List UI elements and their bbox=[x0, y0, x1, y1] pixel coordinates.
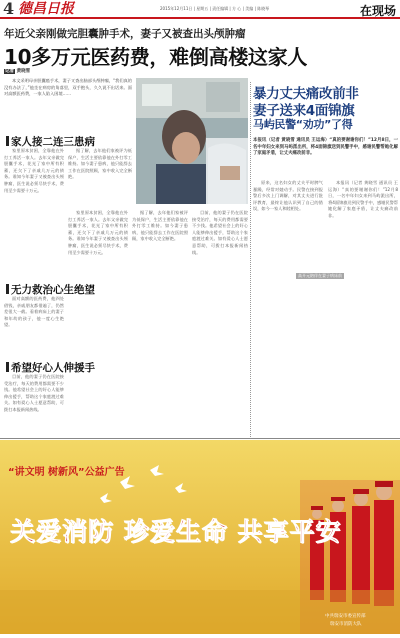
article-headline: 10多万元医药费，难倒高楼这家人 bbox=[4, 45, 308, 69]
ad-badge: “讲文明 树新风”公益广告 bbox=[8, 467, 125, 478]
article-body-col3: 据了解，去年他们家被评为低保户，生活主要依靠他在外打零工维持。如今妻子患病，他只能辞去工作在医院照顾，家中收入完全断绝。 bbox=[132, 210, 188, 242]
sidebar-title-3: 马屿民警“劝功”了得 bbox=[253, 118, 353, 131]
masthead bbox=[0, 0, 400, 19]
ad-divider bbox=[0, 438, 400, 439]
subhead-help: 希望好心人伸援手 bbox=[6, 360, 95, 375]
sidebar-body-2: 本报讯（记者 黄晓雪 通讯员 王运海）“真的要谢谢你们！”12月8日，一名中年妇女来到马屿派出所，将4面锦旗送到民警手中，感谢民警帮她化解了家庭矛盾，让丈夫痛改前非。 bbox=[328, 180, 398, 218]
byline bbox=[4, 68, 30, 74]
subhead-despair: 无力救治心生绝望 bbox=[6, 282, 95, 297]
sidebar-lead: 本报讯（记者 黄晓雪 通讯员 王运海）“真的要谢谢你们！”12月8日，一名中年妇女来到马屿派出所，将4面锦旗送到民警手中，感谢民警帮她化解了家庭矛盾，让丈夫痛改前非。 bbox=[253, 138, 398, 157]
patient-photo-icon bbox=[136, 78, 248, 204]
article-kicker: 年近父亲刚做完胆囊肿手术，妻子又被查出头颅肿瘤 bbox=[4, 28, 246, 40]
byline-tag: 记者 bbox=[5, 69, 14, 74]
ad-slogan: 关爱消防 珍爱生命 共享平安 bbox=[10, 517, 342, 546]
article-intro: 本文采明母亲胆囊癌手术，妻子又查出脑部头颅肿瘤，“我们真的没有办法了，”他坐在病房的角落里，双手抱头，久久说不出话来。面对高额医药费，一家人陷入困境…… bbox=[4, 78, 132, 97]
article-body-2: 面对高额的医药费，他四处借钱，亲戚朋友都借遍了，仍然差很大一截。看着病床上的妻子和年幼的孩子，他一度心生绝望。 bbox=[4, 296, 64, 328]
article-body-1: 家里原本贫困，全靠他在外打工养活一家人。去年父亲做完胆囊手术，花光了家中所有积蓄，还欠下了亲戚几万元的债务。谁知今年妻子又被查出头颅肿瘤，医生说必须尽快手术，费用至少需要十万元。 bbox=[4, 148, 64, 193]
ad-credit-2: 瑞安市消防大队 bbox=[330, 622, 362, 627]
article-body-col2: 家里原本贫困，全靠他在外打工养活一家人。去年父亲做完胆囊手术，花光了家中所有积蓄，还欠下了亲戚几万元的债务。谁知今年妻子又被查出头颅肿瘤，医生说必须尽快手术，费用至少需要十万元。 bbox=[68, 210, 128, 255]
ad-credit-1: 中共瑞安市委宣传部 bbox=[325, 614, 366, 619]
sidebar-body-1: 原来，这名妇女的丈夫平时脾气暴躁，经常对她动手。民警在接到报警后多次上门调解，对其丈夫进行批评教育，最终让他认识到了自己的错误，如今一家人和睦相处。 bbox=[253, 180, 323, 212]
section-name: 在现场 bbox=[359, 4, 396, 18]
sidebar-title-1: 暴力丈夫痛改前非 bbox=[253, 86, 359, 102]
photo-caption: 高开元陪伴在妻子病床前 bbox=[298, 273, 342, 278]
article-body-3: 目前，他的妻子仍在医院接受治疗，每天的费用都需要不少钱。他希望社会上的好心人能够伸出援手，帮助这个家庭渡过难关。如有爱心人士愿意帮助，可拨打本报新闻热线。 bbox=[4, 374, 64, 412]
issue-info: 2015年12月11日 | 星期五 | 责任编辑 | 方 心 | 美编 | 陈晓琴 bbox=[160, 6, 270, 11]
page-number: 4 bbox=[3, 0, 15, 18]
article-body-4: 据了解，去年他们家被评为低保户，生活主要依靠他在外打零工维持。如今妻子患病，他只能辞去工作在医院照顾，家中收入完全断绝。 bbox=[68, 148, 132, 180]
byline-name: 黄晓雪 bbox=[16, 69, 31, 74]
paper-name: 德昌日报 bbox=[18, 1, 74, 17]
article-body-col4: 目前，他的妻子仍在医院接受治疗，每天的费用都需要不少钱。他希望社会上的好心人能够伸出援手，帮助这个家庭渡过难关。如有爱心人士愿意帮助，可拨打本报新闻热线。 bbox=[192, 210, 248, 255]
sidebar-title-2: 妻子送来4面锦旗 bbox=[253, 103, 355, 119]
column-divider bbox=[250, 82, 251, 437]
subhead-family-illness: 家人接二连三患病 bbox=[6, 134, 95, 149]
